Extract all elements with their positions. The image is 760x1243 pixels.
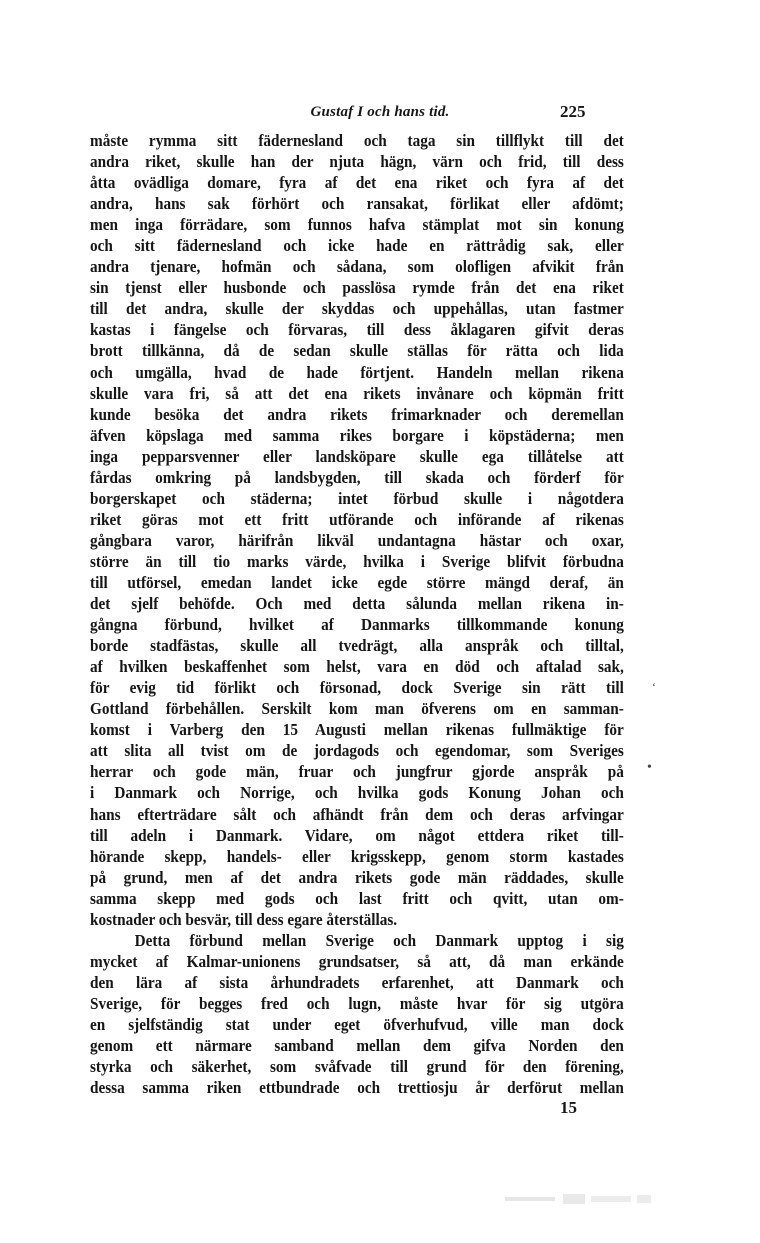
text-line: riket göras mot ett fritt utförande och införande af rikenas bbox=[90, 509, 624, 529]
text-line: hörande skepp, handels- eller krigsskepp, genom storm kastades bbox=[90, 846, 624, 866]
text-line: men inga förrädare, som funnos hafva stämplat mot sin konung bbox=[90, 215, 624, 235]
text-line: brott tillkänna, då de sedan skulle ställas för rätta och lida bbox=[90, 341, 624, 361]
text-line: andra, hans sak förhört och ransakat, förlikat eller afdömt; bbox=[90, 194, 624, 214]
text-line: andra tjenare, hofmän och sådana, som olofligen afvikit från bbox=[90, 257, 624, 277]
text-line: i Danmark och Norrige, och hvilka gods Konung Johan och bbox=[90, 783, 624, 803]
text-line: till det andra, skulle der skyddas och uppehållas, utan fastmer bbox=[90, 299, 624, 319]
text-line: Detta förbund mellan Sverige och Danmark upptog i sig bbox=[134, 930, 624, 950]
margin-mark: • bbox=[647, 760, 652, 775]
text-line: borde stadfästas, skulle all tvedrägt, alla anspråk och tilltal, bbox=[90, 636, 624, 656]
text-line: måste rymma sitt fädernesland och taga sin tillflykt till det bbox=[90, 131, 624, 150]
text-line: en sjelfständig stat under eget öfverhufvud, ville man dock bbox=[90, 1014, 624, 1034]
text-line: kastas i fängelse och förvaras, till dess åklagaren gifvit deras bbox=[90, 320, 624, 340]
text-line: kunde besöka det andra rikets frimarknader och deremellan bbox=[90, 404, 624, 424]
text-line: till utförsel, emedan landet icke egde större mängd deraf, än bbox=[90, 572, 624, 592]
text-line: äfven köpslaga med samma rikes borgare i köpstäderna; men bbox=[90, 425, 624, 445]
text-line: på grund, men af det andra rikets gode män räddades, skulle bbox=[90, 867, 624, 887]
text-line: större än till tio marks värde, hvilka i Sverige blifvit förbudna bbox=[90, 551, 624, 571]
faded-stamp-mark bbox=[505, 1192, 655, 1206]
running-header-title: Gustaf I och hans tid. bbox=[310, 104, 450, 120]
text-line: hans efterträdare sålt och afhändt från dem och deras arfvingar bbox=[90, 804, 624, 824]
text-line: sin tjenst eller husbonde och passlösa rymde från det ena riket bbox=[90, 278, 624, 298]
body-text bbox=[90, 130, 624, 1098]
text-line: gångna förbund, hvilket af Danmarks tillkommande konung bbox=[90, 615, 624, 635]
signature-mark: 15 bbox=[560, 1098, 577, 1117]
text-line: det sjelf behöfde. Och med detta sålunda mellan rikena in- bbox=[90, 594, 624, 614]
text-line: samma skepp med gods och last fritt och qvitt, utan om- bbox=[90, 888, 624, 908]
text-line: komst i Varberg den 15 Augusti mellan rikenas fullmäktige för bbox=[90, 720, 624, 740]
page-number: 225 bbox=[560, 102, 586, 121]
text-line: herrar och gode män, fruar och jungfrur gjorde anspråk på bbox=[90, 762, 624, 782]
text-line: att slita all tvist om de jordagods och egendomar, som Sveriges bbox=[90, 741, 624, 761]
text-line: Gottland förbehållen. Serskilt kom man öfverens om en samman- bbox=[90, 699, 624, 719]
text-line: af hvilken beskaffenhet som helst, vara en död och aftalad sak, bbox=[90, 657, 624, 677]
text-line: kostnader och besvär, till dess egare återställas. bbox=[90, 909, 398, 929]
text-line: skulle vara fri, så att det ena rikets invånare och köpmän fritt bbox=[90, 383, 624, 403]
margin-mark: ‘ bbox=[652, 680, 656, 694]
text-line: gångbara varor, härifrån likväl undantagna hästar och oxar, bbox=[90, 530, 624, 550]
text-line: styrka och säkerhet, som svåfvade till grund för den förening, bbox=[90, 1057, 624, 1077]
text-line: åtta ovädliga domare, fyra af det ena riket och fyra af det bbox=[90, 173, 624, 193]
text-line: den lära af sista århundradets erfarenhet, att Danmark och bbox=[90, 972, 624, 992]
text-line: och umgälla, hvad de hade förtjent. Handeln mellan rikena bbox=[90, 362, 624, 382]
text-line: dessa samma riken ettbundrade och trettiosju år derförut mellan bbox=[90, 1078, 624, 1098]
text-line: borgerskapet och städerna; intet förbud skulle i någotdera bbox=[90, 488, 624, 508]
text-line: och sitt fädernesland och icke hade en rättrådig sak, eller bbox=[90, 236, 624, 256]
text-line: fårdas omkring på landsbygden, till skada och förderf för bbox=[90, 467, 624, 487]
text-line: för evig tid förlikt och försonad, dock Sverige sin rätt till bbox=[90, 678, 624, 698]
text-line: inga pepparsvenner eller landsköpare skulle ega tillåtelse att bbox=[90, 446, 624, 466]
text-line: till adeln i Danmark. Vidare, om något ettdera riket till- bbox=[90, 825, 624, 845]
text-line: Sverige, för begges fred och lugn, måste hvar för sig utgöra bbox=[90, 993, 624, 1013]
text-line: genom ett närmare samband mellan dem gifva Norden den bbox=[90, 1036, 624, 1056]
text-line: mycket af Kalmar-unionens grundsatser, så att, då man erkände bbox=[90, 951, 624, 971]
text-line: andra riket, skulle han der njuta hägn, värn och frid, till dess bbox=[90, 152, 624, 172]
